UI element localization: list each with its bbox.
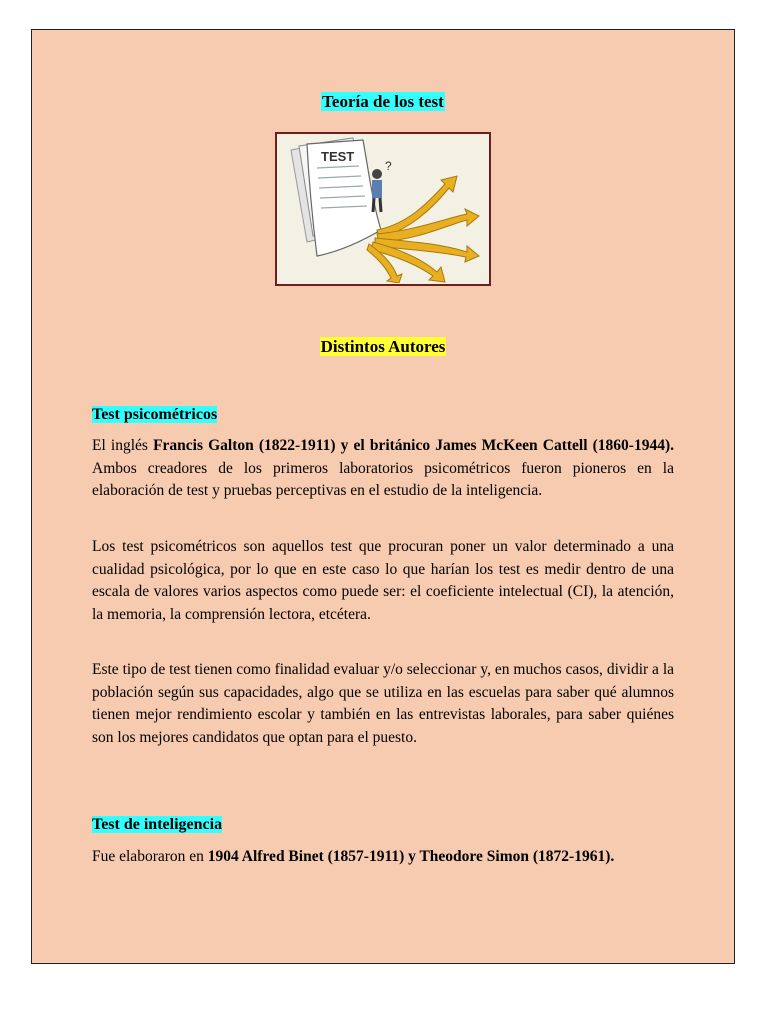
section-intelligence-heading — [92, 815, 674, 835]
section-psychometric-heading — [92, 405, 674, 425]
section-psychometric-p3 — [92, 659, 674, 749]
section-intelligence-p1 — [92, 846, 674, 869]
section-heading: Test psicométricos — [92, 406, 218, 423]
paragraph-bold: Francis Galton (1822-1911) y el británico James McKeen Cattell (1860-1944). — [153, 437, 674, 454]
paragraph-text: Fue elaboraron en — [92, 848, 208, 865]
document-page — [31, 29, 735, 964]
test-label: TEST — [321, 149, 355, 164]
paragraph-text: El inglés — [92, 437, 154, 454]
section-psychometric-p1 — [92, 435, 674, 503]
paragraph — [92, 435, 674, 503]
subtitle: Distintos Autores — [320, 337, 446, 356]
paragraph: Este tipo de test tienen como finalidad evaluar y/o seleccionar y, en muchos casos, dividir a la población según sus capacidades, algo que se utiliza en las escuelas para saber qué alumnos tienen mejor rendimiento escolar y también en las entrevistas laborales, para saber quiénes son los mejores candidatos que optan para el puesto. — [92, 661, 674, 746]
subtitle-block — [32, 337, 734, 357]
title-block — [32, 92, 734, 112]
paragraph-text: Ambos creadores de los primeros laboratorios psicométricos fueron pioneros en la elaboración de test y pruebas perceptivas en el estudio de la inteligencia. — [92, 459, 674, 499]
test-illustration-svg — [277, 134, 488, 283]
paragraph-bold: 1904 Alfred Binet (1857-1911) y Theodore Simon (1872-1961). — [207, 848, 615, 865]
test-illustration — [275, 132, 491, 286]
section-heading: Test de inteligencia — [92, 816, 223, 833]
svg-text:?: ? — [385, 159, 392, 173]
paragraph — [92, 846, 674, 869]
paragraph: Los test psicométricos son aquellos test que procuran poner un valor determinado a una cualidad psicológica, por lo que en este caso lo que harían los test es medir dentro de una escala de valores varios aspectos como puede ser: el coeficiente intelectual (CI), la atención, la memoria, la comprensión lectora, etcétera. — [92, 538, 674, 623]
page-title: Teoría de los test — [322, 92, 444, 111]
section-psychometric-p2 — [92, 536, 674, 626]
